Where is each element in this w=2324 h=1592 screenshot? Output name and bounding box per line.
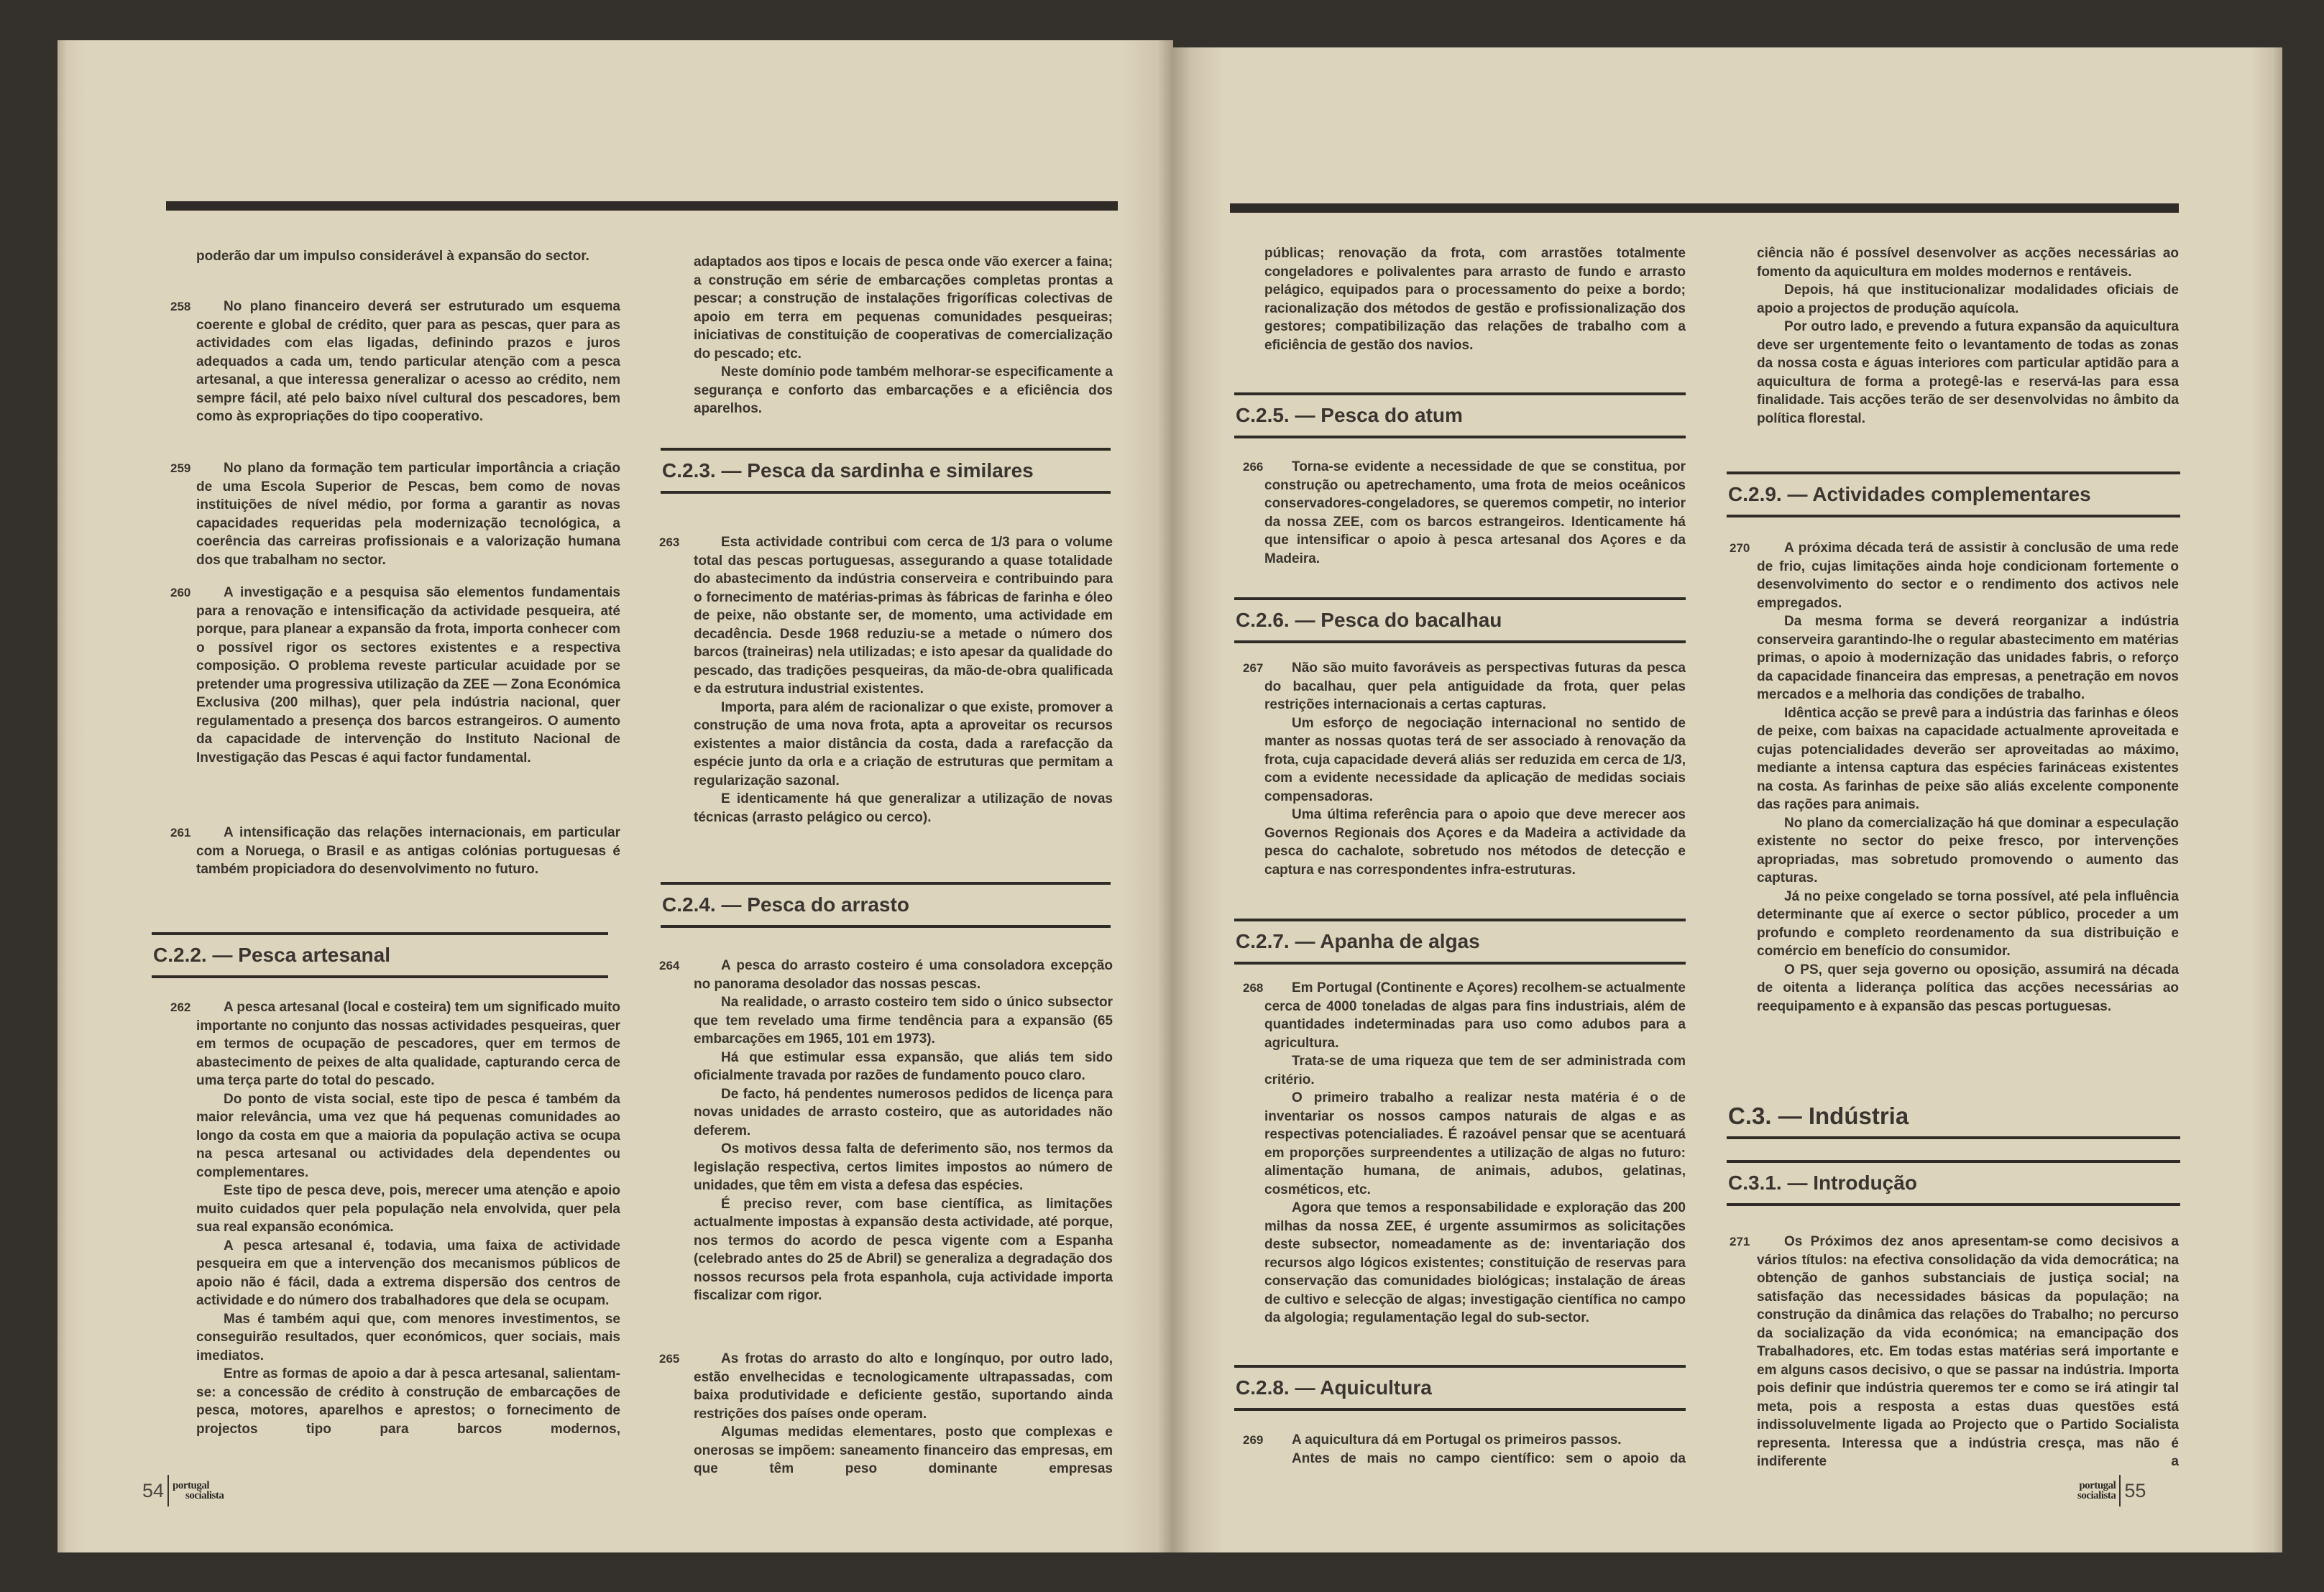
section-title: C.3.1. — Introdução [1728,1172,1917,1194]
numbered-paragraph [1243,458,1686,568]
section-heading [661,882,1111,928]
numbered-paragraph [1243,1431,1686,1468]
heading-rule-bottom [1727,1136,2180,1139]
paragraph-text: A aquicultura dá em Portugal os primeiros passos. [1292,1432,1622,1448]
heading-rule-bottom [661,491,1111,494]
paragraph-text: Em Portugal (Continente e Açores) recolhem-se actualmente cerca de 4000 toneladas de algas para fins industriais, além de quantidades indeterminadas para uso como adubos para a agricultura. [1264,980,1686,1051]
section-heading [1234,919,1686,965]
paragraph-text: A investigação e a pesquisa são elementos fundamentais para a renovação e intensificação da actividade pesqueira, até porque, para planear a expansão da frota, importa conhecer com o possível rigor os sectores existentes e a respectiva composição. O problema reveste particular acuidade por se pretender uma progressiva utilização da ZEE — Zona Económica Exclusiva (200 milhas), quer pela indústria nacional, quer regulamentado a presença dos barcos estrangeiros. O aumento da capacidade de intervenção do Instituto Nacional de Investigação das Pescas é aqui factor fundamental. [196,585,620,765]
section-heading [661,448,1111,494]
paragraph-number: 263 [659,535,680,549]
numbered-paragraph [170,998,620,1438]
paragraph-number: 261 [170,826,191,839]
numbered-paragraph [170,298,620,426]
paragraph-text: No plano financeiro deverá ser estruturado um esquema coerente e global de crédito, quer para as pescas, quer para as actividades com elas ligadas, definindo prazos e juros adequados a cada um, tendo particular atenção com a pesca artesanal, a que interessa generalizar o acesso ao crédito, nem sempre fácil, até pelo baixo nível cultural dos pescadores, bem como às expropriações do tipo cooperativo. [196,299,620,424]
paragraph-number: 268 [1243,981,1264,995]
paragraph-text: Por outro lado, e prevendo a futura expansão da aquicultura deve ser urgentemente feito o levantamento de todas as zonas da nossa costa e águas interiores com particular aptidão para a aquicultura de forma a protegê-las e reservá-las para essa finalidade. Tais acções terão de ser desenvolvidas no âmbito da política florestal. [1757,319,2179,426]
portugal-socialista-logo [2077,1481,2116,1501]
section-title: C.2.5. — Pesca do atum [1236,404,1463,426]
paragraph-text: A pesca artesanal (local e costeira) tem um significado muito importante no conjunto das nossas actividades pesqueiras, quer em termos de ocupação de pescadores, quer em termos de abastecimento de peixes de alta qualidade, capturando cerca de uma terça parte do total do pescado. [196,1000,620,1088]
right-page-footer [2077,1475,2146,1506]
page-number: 55 [2124,1480,2146,1501]
heading-rule-bottom [152,975,608,978]
paragraph-text: Não são muito favoráveis as perspectivas futuras da pesca do bacalhau, quer pela antiguidade da frota, quer pelas restrições internacionais a certas capturas. [1264,661,1686,712]
portugal-socialista-logo [173,1481,224,1501]
page-number: 54 [142,1480,165,1501]
logo-line-1: portugal [173,1480,210,1491]
section-heading [1234,392,1686,438]
paragraph-number: 265 [659,1352,680,1366]
logo-line-2: socialista [2077,1490,2116,1501]
paragraph-number: 266 [1243,460,1264,474]
paragraph-text: ciência não é possível desenvolver as acções necessárias ao fomento da aquicultura em moldes modernos e rentáveis. [1757,246,2179,280]
section-title: C.2.3. — Pesca da sardinha e similares [662,459,1034,482]
right-page-top-bar [1230,203,2179,213]
paragraph-text: Entre as formas de apoio a dar à pesca artesanal, salientam-se: a concessão de crédito à construção de embarcações de pesca, motores, aparelhos e aprestos; o fornecimento de projectos tipo para barcos modernos, [196,1366,620,1437]
paragraph-number: 258 [170,300,191,313]
paragraph-text: Idêntica acção se prevê para a indústria das farinhas e óleos de peixe, com baixas na capacidade actualmente aproveitada e cujas potencialidades deverão ser aproveitadas ao máximo, mediante a intensa captura das espécies farináceas existentes na costa. As farinhas de peixe são aliás excelente componente das rações para animais. [1757,705,2179,812]
paragraph-text: O PS, quer seja governo ou oposição, assumirá na década de oitenta a liderança política das acções necessárias ao reequipamento e à expansão das pescas portuguesas. [1757,962,2179,1014]
paragraph-text: Os motivos dessa falta de deferimento são, nos termos da legislação respectiva, certos limites impostos ao número de unidades, que têm em vista a defesa das espécies. [694,1141,1113,1193]
section-heading [1234,597,1686,643]
paragraph-text: Esta actividade contribui com cerca de 1/3 para o volume total das pescas portuguesas, assegurando a quase totalidade do abastecimento da indústria conserveira e contribuindo para o fornecimento de matérias-primas às fábricas de farinha e óleo de peixe, não obstante ser, de momento, uma actividade em decadência. Desde 1968 reduziu-se a metade o número dos barcos (traineiras) nela utilizadas; e isto apesar da qualidade do pescado, das tradições pesqueiras, da mão-de-obra qualificada e da estrutura industrial existentes. [694,535,1113,696]
heading-rule-bottom [1234,962,1686,965]
section-title: C.2.8. — Aquicultura [1236,1376,1432,1399]
footer-divider [2119,1475,2121,1506]
paragraph-text: E identicamente há que generalizar a utilização de novas técnicas (arrasto pelágico ou cerco). [694,791,1113,825]
section-title: C.2.2. — Pesca artesanal [153,944,390,966]
paragraph-text: públicas; renovação da frota, com arrastões totalmente congeladores e polivalentes para arrasto de fundo e arrasto pelágico, equipados para o processamento do peixe a bordo; racionalização dos métodos de gestão e profissionalização dos gestores; compatibilização das relações de trabalho com a eficiência de gestão dos navios. [1264,246,1686,353]
section-heading [1727,1160,2180,1206]
paragraph-number: 271 [1730,1235,1750,1248]
left-page-top-bar [166,201,1118,211]
numbered-paragraph [170,584,620,767]
numbered-paragraph [1730,539,2179,1016]
continued-paragraph [196,247,620,266]
heading-rule-bottom [1234,1408,1686,1411]
section-title: C.2.4. — Pesca do arrasto [662,893,909,916]
paragraph-text: adaptados aos tipos e locais de pesca onde vão exercer a faina; a construção em série de embarcações completas prontas a pescar; a construção de instalações frigoríficas colectivas de apoio em terra em pequenas comunidades pesqueiras; iniciativas de constituição de cooperativas de comercialização do pescado; etc. [694,254,1113,362]
paragraph-text: A pesca do arrasto costeiro é uma consoladora excepção no panorama desolador das nossas pescas. [694,958,1113,992]
paragraph-text: A próxima década terá de assistir à conclusão de uma rede de frio, cujas limitações ainda hoje condicionam fortemente o desenvolvimento do sector e o rendimento dos activos nele empregados. [1757,540,2179,611]
paragraph-text: Importa, para além de racionalizar o que existe, promover a construção de uma nova frota, apta a aproveitar os recursos existentes a maior distância da costa, dada a rarefacção da espécie junto da orla e a criação de estruturas que permitam a regularização sazonal. [694,699,1113,788]
heading-rule-bottom [1234,640,1686,643]
paragraph-text: Da mesma forma se deverá reorganizar a indústria conserveira garantindo-lhe o regular abastecimento em matérias primas, o apoio à modernização das unidades fabris, o reforço da capacidade financeira das empresas, a penetração em novos mercados e a melhoria das condições de trabalho. [1757,614,2179,702]
logo-line-1: portugal [2079,1480,2116,1491]
section-title: C.2.7. — Apanha de algas [1236,930,1480,952]
footer-divider [167,1475,169,1506]
paragraph-text: O primeiro trabalho a realizar nesta matéria é o de inventariar os nossos campos naturais de algas e as respectivas potencialiades. É razoável pensar que se acentuará em proporções surpreendentes a utilização de algas no futuro: alimentação humana, de animais, adubos, gelatinas, cosméticos, etc. [1264,1090,1686,1197]
numbered-paragraph [170,459,620,569]
numbered-paragraph [1730,1233,2179,1471]
paragraph-text: Já no peixe congelado se torna possível, até pela influência determinante que aí exerce o sector público, proceder a um profundo e completo reordenamento da sua distribuição e comércio em benefício do consumidor. [1757,888,2179,959]
section-heading [1727,471,2180,517]
heading-rule-bottom [661,925,1111,928]
section-title: C.2.6. — Pesca do bacalhau [1236,609,1502,631]
paragraph-text: Mas é também aqui que, com menores investimentos, se conseguirão resultados, quer económicos, quer sociais, mais imediatos. [196,1311,620,1363]
paragraph-number: 262 [170,1000,191,1014]
section-heading [1234,1365,1686,1411]
paragraph-text: poderão dar um impulso considerável à expansão do sector. [196,249,589,264]
paragraph-text: A intensificação das relações internacionais, em particular com a Noruega, o Brasil e as antigas colónias portuguesas é também propiciadora do desenvolvimento no futuro. [196,825,620,877]
numbered-paragraph [659,533,1113,827]
paragraph-text: Este tipo de pesca deve, pois, merecer uma atenção e apoio muito cuidados quer pela população nela envolvida, quer pela sua real expansão económica. [196,1183,620,1235]
numbered-paragraph [1243,659,1686,879]
numbered-paragraph [659,1350,1113,1478]
paragraph-text: Agora que temos a responsabilidade e exploração das 200 milhas da nossa ZEE, é urgente assumirmos as solicitações deste subsector, nomeadamente as de: inventariação dos recursos algo lógicos existentes; constituição de reservas para conservação das comunidades biológicas; instalação de áreas de cultivo e selecção de algas; investigação científica no campo da algologia; regulamentação legal do sub-sector. [1264,1200,1686,1325]
paragraph-number: 260 [170,586,191,599]
paragraph-text: Trata-se de uma riqueza que tem de ser administrada com critério. [1264,1054,1686,1087]
paragraph-text: No plano da formação tem particular importância a criação de uma Escola Superior de Pescas, bem como de novas instituições de nível médio, por forma a garantir as novas capacidades requeridas pela modernização tecnológica, a coerência das carreiras profissionais e a valorização humana dos que trabalham no sector. [196,461,620,568]
section-title: C.2.9. — Actividades complementares [1728,483,2091,505]
paragraph-text: Neste domínio pode também melhorar-se especificamente a segurança e conforto das embarcações e a eficiência dos aparelhos. [694,364,1113,416]
paragraph-text: Depois, há que institucionalizar modalidades oficiais de apoio a projectos de produção aquícola. [1757,282,2179,316]
paragraph-text: Os Próximos dez anos apresentam-se como decisivos a vários títulos: na efectiva consolidação da vida democrática; na obtenção de ganhos substanciais de justiça social; na satisfação das necessidades básicas da população; na construção da dinâmica das relações do Trabalho; no percurso da socialização da vida económica; na emancipação dos Trabalhadores, etc. Em todas estas matérias será importante e em alguns casos decisivo, o que se passar na indústria. Importa pois definir que indústria queremos ter e como se irá atingir tal meta, pois a resposta a estas duas questões está indissoluvelmente ligada ao Projecto que o Partido Socialista representa. Interessa que a indústria cresça, mas não é indiferente a [1757,1234,2179,1469]
paragraph-text: Algumas medidas elementares, posto que complexas e onerosas se impõem: saneamento financeiro das empresas, em que têm peso dominante empresas [694,1425,1113,1476]
paragraph-text: Um esforço de negociação internacional no sentido de manter as nossas quotas terá de ser associado à renovação da frota, cuja capacidade deverá aliás ser reduzida em cerca de 1/3, com a evidente necessidade da aplicação de medidas sociais compensadoras. [1264,715,1686,804]
numbered-paragraph [1243,979,1686,1328]
continued-paragraph [1757,244,2179,428]
paragraph-number: 264 [659,959,680,972]
paragraph-text: Antes de mais no campo científico: sem o apoio da [1292,1450,1686,1466]
heading-rule-bottom [1727,515,2180,517]
continued-paragraph [694,253,1113,418]
paragraph-text: Na realidade, o arrasto costeiro tem sido o único subsector que tem revelado uma firme tendência para a expansão (65 embarcações em 1965, 101 em 1973). [694,995,1113,1046]
paragraph-number: 269 [1243,1433,1264,1447]
numbered-paragraph [170,824,620,879]
continued-paragraph [1264,244,1686,354]
paragraph-text: De facto, há pendentes numerosos pedidos de licença para novas unidades de arrasto costeiro, que as autoridades não deferem. [694,1086,1113,1138]
paragraph-text: Torna-se evidente a necessidade de que se constitua, por construção ou apetrechamento, uma frota de meios oceânicos conservadores-congeladores, se queremos competir, no interior da nossa ZEE, com os barcos estrangeiros. Identicamente há que intensificar o apoio à pesca artesanal dos Açores e da Madeira. [1264,459,1686,566]
chapter-heading [1727,1096,2180,1139]
paragraph-text: No plano da comercialização há que dominar a especulação existente no sector do peixe fresco, por intervenções apropriadas, mas sobretudo promovendo o aumento das capturas. [1757,815,2179,885]
paragraph-text: É preciso rever, com base científica, as limitações actualmente impostas à expansão desta actividade, até porque, nos termos do acordo de pesca vigente com a Espanha (celebrado antes do 25 de Abril) se generaliza a degradação dos nossos recursos pela frota espanhola, cuja actividade importa fiscalizar com rigor. [694,1196,1113,1303]
left-page-footer [142,1475,224,1506]
heading-rule-bottom [1727,1203,2180,1206]
numbered-paragraph [659,957,1113,1305]
paragraph-text: Uma última referência para o apoio que deve merecer aos Governos Regionais dos Açores e da Madeira a actividade da pesca do cachalote, sobretudo nos métodos de detecção e captura e nas correspondentes infra-estruturas. [1264,807,1686,878]
heading-rule-bottom [1234,436,1686,438]
paragraph-text: Há que estimular essa expansão, que aliás tem sido oficialmente travada por razões de fundamento pouco claro. [694,1049,1113,1083]
paragraph-number: 259 [170,461,191,475]
paragraph-text: A pesca artesanal é, todavia, uma faixa de actividade pesqueira em que a intervenção dos mecanismos públicos de apoio não é fácil, dada a extrema dispersão dos centros de actividade e do número dos trabalhadores que dela se ocupam. [196,1238,620,1308]
section-heading [152,932,608,978]
logo-line-2: socialista [185,1490,224,1501]
paragraph-number: 270 [1730,541,1750,555]
paragraph-text: As frotas do arrasto do alto e longínquo, por outro lado, estão envelhecidas e tecnologicamente ultrapassadas, com baixa produtividade e deficiente gestão, suportando ainda restrições dos países onde operam. [694,1351,1113,1422]
paragraph-number: 267 [1243,661,1264,675]
paragraph-text: Do ponto de vista social, este tipo de pesca é também da maior relevância, uma vez que há pequenas comunidades ao longo da costa em que a maioria da população activa se ocupa na pesca artesanal ou actividades dela dependentes ou complementares. [196,1091,620,1180]
section-title: C.3. — Indústria [1728,1103,1909,1129]
